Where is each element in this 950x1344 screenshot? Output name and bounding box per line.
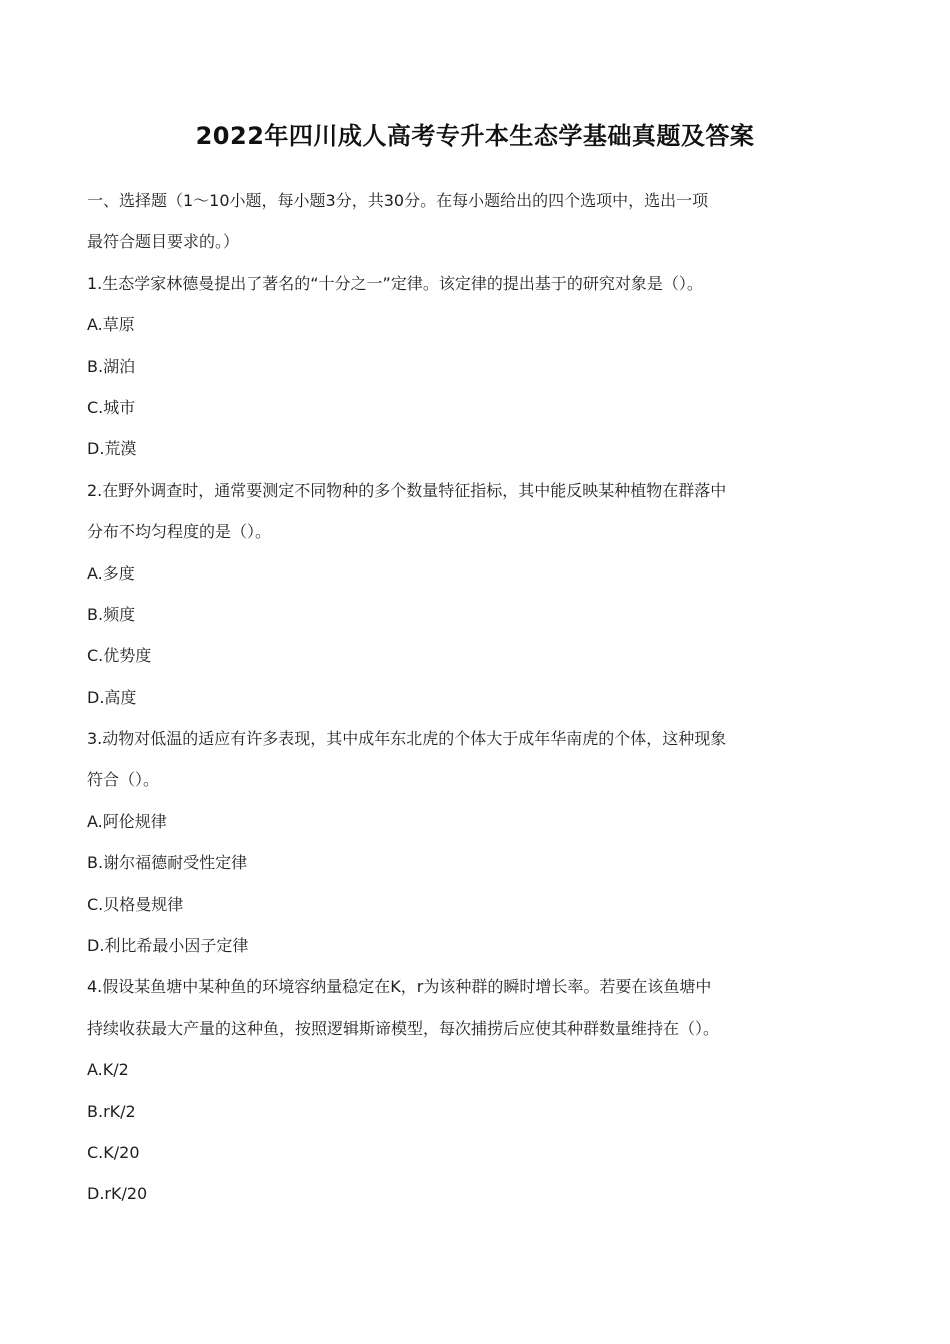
question-option: A.K/2 — [87, 1060, 129, 1080]
section-heading-line: 最符合题目要求的。） — [87, 232, 240, 252]
question-option: D.利比希最小因子定律 — [87, 936, 249, 956]
question-option: B.频度 — [87, 604, 136, 624]
question-option: C.城市 — [87, 397, 136, 417]
question-option: C.K/20 — [87, 1142, 140, 1162]
question-option: D.高度 — [87, 687, 137, 707]
question-option: A.阿伦规律 — [87, 811, 167, 831]
question-option: C.贝格曼规律 — [87, 894, 184, 914]
question-stem: 2.在野外调查时，通常要测定不同物种的多个数量特征指标，其中能反映某种植物在群落中 — [87, 480, 727, 500]
question-stem: 分布不均匀程度的是（）。 — [87, 522, 272, 542]
exam-body — [87, 180, 777, 1215]
question-stem: 3.动物对低温的适应有许多表现，其中成年东北虎的个体大于成年华南虎的个体，这种现象 — [87, 729, 727, 749]
question-option: D.荒漠 — [87, 439, 137, 459]
question-stem: 符合（）。 — [87, 770, 160, 790]
question-stem: 持续收获最大产量的这种鱼，按照逻辑斯谛模型，每次捕捞后应使其种群数量维持在（）。 — [87, 1018, 720, 1038]
question-option: B.湖泊 — [87, 356, 136, 376]
question-option: B.谢尔福德耐受性定律 — [87, 853, 248, 873]
question-stem: 1.生态学家林德曼提出了著名的“十分之一”定律。该定律的提出基于的研究对象是（）。 — [87, 273, 703, 293]
question-option: D.rK/20 — [87, 1184, 148, 1204]
question-option: A.草原 — [87, 315, 135, 335]
question-option: A.多度 — [87, 563, 135, 583]
question-option: B.rK/2 — [87, 1101, 136, 1121]
page-title: 2022年四川成人高考专升本生态学基础真题及答案 — [195, 122, 755, 150]
section-heading-line: 一、选择题（1〜10小题，每小题3分，共30分。在每小题给出的四个选项中，选出一项 — [87, 191, 709, 210]
question-stem: 4.假设某鱼塘中某种鱼的环境容纳量稳定在K，r为该种群的瞬时增长率。若要在该鱼塘中 — [87, 977, 712, 997]
question-option: C.优势度 — [87, 646, 152, 666]
